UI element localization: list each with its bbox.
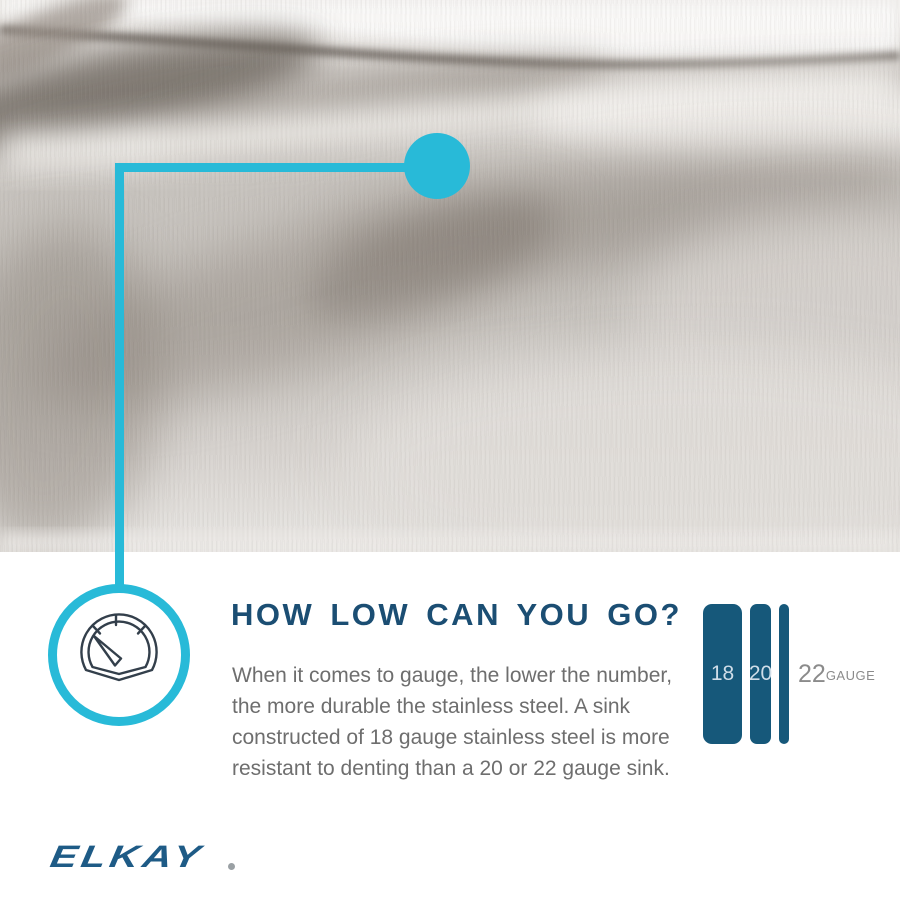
gauge-icon-badge	[48, 584, 190, 726]
body-line: When it comes to gauge, the lower the number,	[232, 664, 673, 687]
body-line: the more durable the stainless steel. A sink	[232, 695, 631, 718]
section-heading: HOW LOW CAN YOU GO?	[231, 597, 682, 632]
body-line: resistant to denting than a 20 or 22 gauge sink.	[232, 757, 670, 780]
gauge-comparison-graphic	[703, 604, 875, 744]
gauge-bar-22	[779, 604, 789, 744]
gauge-unit-label: GAUGE	[825, 668, 876, 683]
gauge-meter-icon	[71, 610, 167, 684]
callout-dot	[404, 133, 470, 199]
gauge-bar-18	[703, 604, 742, 744]
gauge-bar-20-label: 20	[748, 662, 773, 685]
brand-logo	[48, 841, 235, 872]
gauge-bar-18-label: 18	[710, 662, 735, 685]
gauge-bar-20	[750, 604, 771, 744]
gauge-bar-22-label: 22	[798, 659, 826, 688]
registered-trademark-icon	[228, 863, 235, 870]
callout-line-horizontal	[115, 163, 411, 172]
section-body	[232, 660, 672, 784]
brand-wordmark: ELKAY	[47, 839, 207, 874]
gauge-axis-label	[798, 604, 875, 744]
callout-line-vertical	[115, 163, 124, 587]
body-line: constructed of 18 gauge stainless steel is more	[232, 726, 670, 749]
